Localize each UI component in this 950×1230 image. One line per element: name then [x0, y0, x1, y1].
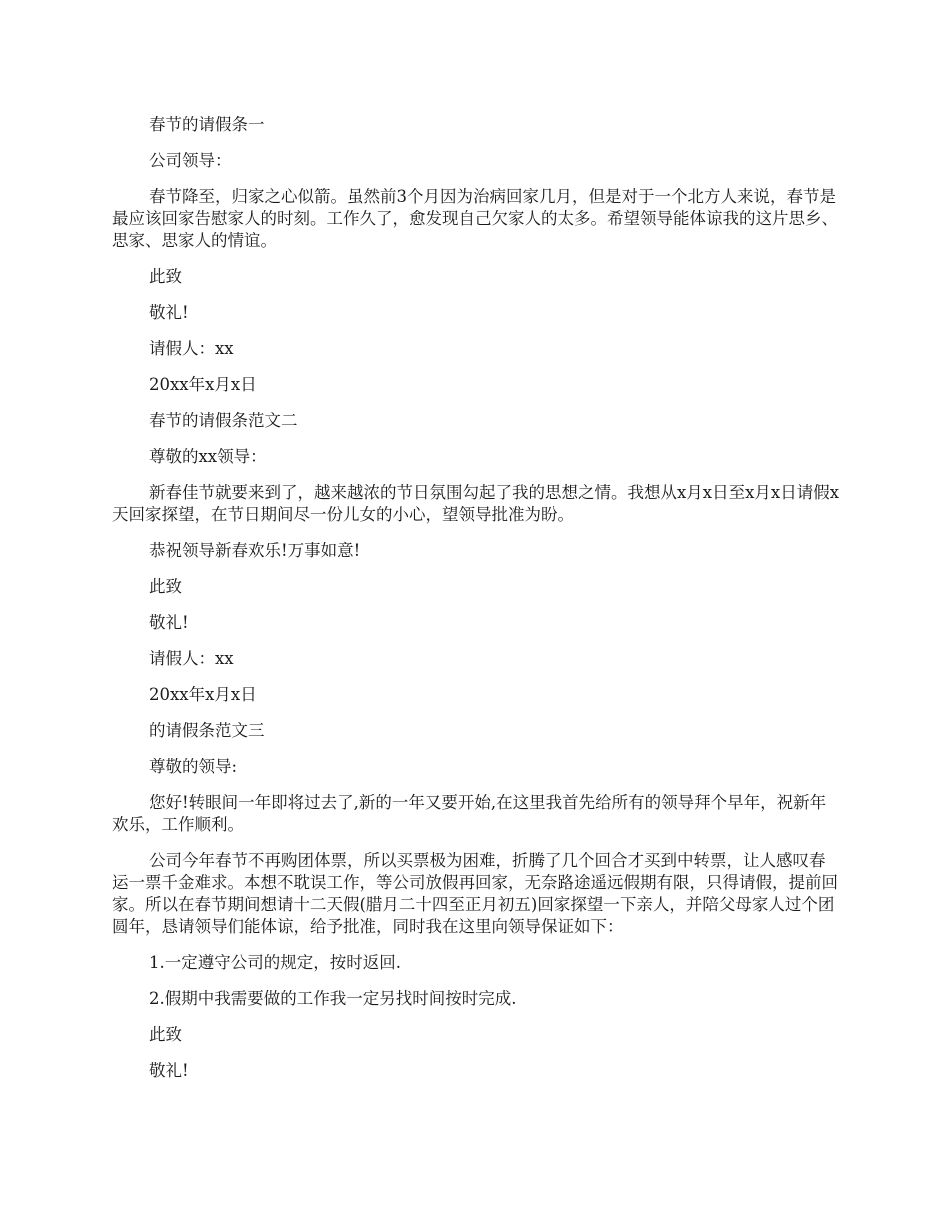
closing-cizhi-1: 此致 [149, 267, 182, 286]
section-title-1: 春节的请假条一 [149, 115, 265, 134]
salutation-2: 尊敬的xx领导： [149, 447, 267, 466]
signature-1: 请假人：xx [149, 339, 234, 358]
greeting-2: 恭祝领导新春欢乐!万事如意! [149, 541, 361, 560]
body-paragraph-1: 春节降至，归家之心似箭。虽然前3个月因为治病回家几月，但是对于一个北方人来说，春节是最应该回家告慰家人的时刻。工作久了，愈发现自己欠家人的太多。希望领导能体谅我的这片思乡、思家、思家人的情谊。 [112, 187, 838, 250]
section-title-2: 春节的请假条范文二 [149, 411, 298, 430]
closing-cizhi-3: 此致 [149, 1025, 182, 1044]
body-paragraph-3b: 公司今年春节不再购团体票，所以买票极为困难，折腾了几个回合才买到中转票，让人感叹春运一票千金难求。本想不耽误工作，等公司放假再回家，无奈路途遥远假期有限，只得请假，提前回家。所以在春节期间想请十二天假(腊月二十四至正月初五)回家探望一下亲人，并陪父母家人过个团圆年，恳请领导们能体谅，给予批准，同时我在这里向领导保证如下： [112, 851, 838, 936]
signature-2: 请假人：xx [149, 649, 234, 668]
pledge-item-1: 1.一定遵守公司的规定，按时返回. [149, 953, 401, 972]
body-paragraph-2: 新春佳节就要来到了，越来越浓的节日氛围勾起了我的思想之情。我想从x月x日至x月x日请假x天回家探望，在节日期间尽一份儿女的小心，望领导批准为盼。 [112, 483, 840, 524]
closing-cizhi-2: 此致 [149, 577, 182, 596]
closing-jingli-2: 敬礼! [149, 613, 189, 632]
closing-jingli-1: 敬礼! [149, 303, 189, 322]
section-title-3: 的请假条范文三 [149, 721, 265, 740]
closing-jingli-3: 敬礼! [149, 1061, 189, 1080]
date-1: 20xx年x月x日 [149, 375, 257, 394]
date-2: 20xx年x月x日 [149, 685, 257, 704]
body-paragraph-3a: 您好!转眼间一年即将过去了,新的一年又要开始,在这里我首先给所有的领导拜个早年，祝新年欢乐，工作顺利。 [112, 793, 827, 834]
salutation-1: 公司领导： [149, 151, 232, 170]
pledge-item-2: 2.假期中我需要做的工作我一定另找时间按时完成. [149, 989, 517, 1008]
salutation-3: 尊敬的领导: [149, 757, 238, 776]
letter-body [112, 114, 840, 1096]
